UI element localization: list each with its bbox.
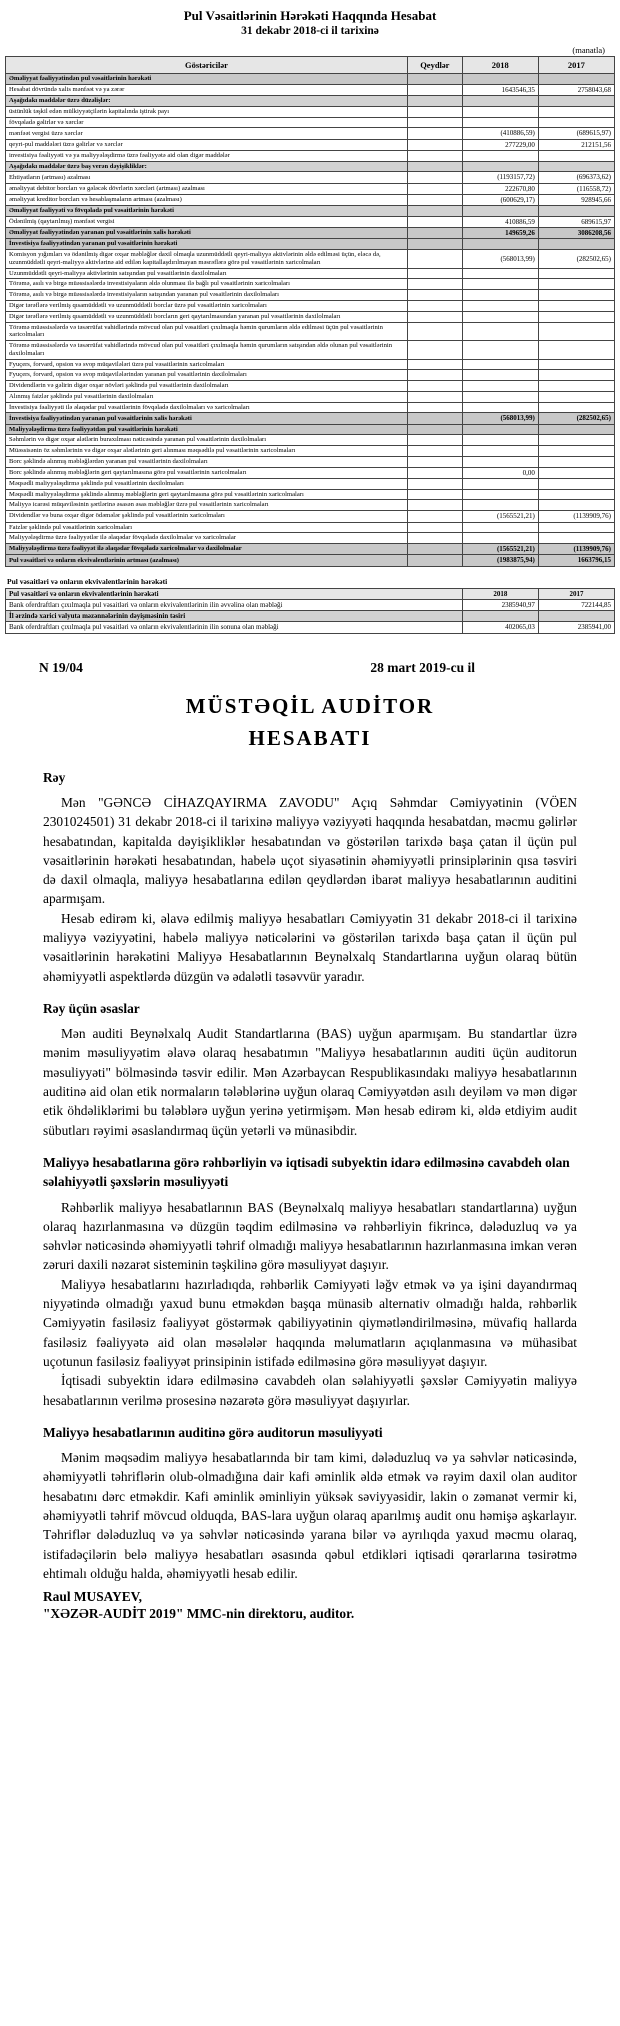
row-value-2018: (568013,99) [462, 250, 538, 269]
row-notes [407, 172, 462, 183]
auditor-report-body [5, 768, 615, 1584]
row-label: əməliyyat debitor borcları və gələcək dövrlərin xərcləri (artması) azalması [6, 183, 408, 194]
row-value-2018: (1565521,21) [462, 544, 538, 555]
row-value-2017 [538, 456, 614, 467]
auditor-report-heading-line1: MÜSTƏQİL AUDİTOR [185, 693, 435, 718]
report-paragraph: Rəhbərlik maliyyə hesabatlarının BAS (Beynəlxalq maliyyə hesabatları standartlarına) uyğun olaraq hazırlanmasına və düzgün təqdim edilməsinə və rəhbərliyin fikrincə, dələduzluq və ya səhvlər nəticəsində əhəmiyyətli təhrif olmadığı maliyyə hesabatlarının hazırlanmasına imkan verən zəruri daxili nəzarət sisteminin təşkilinə görə məsuliyyət daşıyır. [43, 1199, 577, 1273]
row-label: Törəmə müəssisələrdə və təsərrüfat vahidlərində mövcud olan pul vəsaitləri çıxılmaqla həmin qurumların satışından əldə olunan pul vəsaitlərinin daxilolmaları [6, 341, 408, 360]
table-row [6, 74, 615, 85]
row-value-2017 [538, 402, 614, 413]
row-notes [407, 322, 462, 341]
row-value-2018 [462, 370, 538, 381]
table-row [6, 311, 615, 322]
report-section-heading: Maliyyə hesabatlarına görə rəhbərliyin və iqtisadi subyektin idarə edilməsinə cavabdeh olan səlahiyyətli şəxslərin məsuliyyəti [43, 1154, 570, 1190]
table-row [6, 139, 615, 150]
row-label: Törəmə müəssisələrdə və təsərrüfat vahidlərində mövcud olan pul vəsaitləri çıxılmaqla həmin qurumların əldə edilməsi üçün pul vəsaitlərinin xaricolmaları [6, 322, 408, 341]
row-value-2018 [462, 478, 538, 489]
table-row [6, 150, 615, 161]
row-label: Aşağıdakı maddələr üzrə baş verən dəyişikliklər: [6, 161, 408, 172]
row-label: Törəmə, asılı və birgə müəssisələrdə investisiyaların satışından yaranan pul vəsaitlərinin daxilolmaları [6, 290, 408, 301]
table-row [6, 341, 615, 360]
row-label: Əməliyyat fəaliyyəti və fövqəladə pul vəsaitlərinin hərəkəti [6, 206, 408, 217]
row-label: investisiya fəaliyyəti və ya maliyyələşdirmə üzrə fəaliyyətə aid olan digər maddələr [6, 150, 408, 161]
row-notes [407, 106, 462, 117]
row-label: Alınmış faizlər şəklində pul vəsaitlərinin daxilolmaları [6, 391, 408, 402]
row-label: Pul vəsaitləri və onların ekvivalentlərinin artması (azalması) [6, 555, 408, 566]
currency-note: (manatla) [572, 45, 605, 55]
row-notes [407, 456, 462, 467]
report-date: 28 mart 2019-cu il [370, 659, 475, 675]
row-value-2018 [462, 161, 538, 172]
table-row [6, 555, 615, 566]
row-value-2018: 277229,00 [462, 139, 538, 150]
row-value-2018 [462, 300, 538, 311]
row-value-2018: 0,00 [462, 467, 538, 478]
table-row [6, 533, 615, 544]
row-value-2017 [538, 446, 614, 457]
table-row [6, 489, 615, 500]
table-row [6, 172, 615, 183]
row-label: İnvestisiya fəaliyyətindən yaranan pul vəsaitlərinin hərəkəti [6, 239, 408, 250]
row-value-2018 [462, 322, 538, 341]
row-label: İnvestisiya fəaliyyətindən yaranan pul vəsaitlərinin xalis hərəkəti [6, 413, 408, 424]
row-value-2018 [462, 435, 538, 446]
row-label: Komisyon yığımları və ödənilmiş digər oxşar məbləğlər daxil olmaqla uzunmüddətli qeyri-maliyyə aktivlərinin əldə edilməsi üçün, eləcə də, uzunmüddətli qeyri-maliyyə aktivlərinə aid edilən kapitallaşdırılmayan məsrəflərə görə pul vəsaitlərinin xaricolmaları [6, 250, 408, 269]
row-notes [407, 370, 462, 381]
row-value-2018 [462, 96, 538, 107]
row-value-2017: 928945,66 [538, 194, 614, 205]
column-header-notes: Qeydlər [407, 57, 462, 74]
row-label: Törəmə, asılı və birgə müəssisələrdə investisiyaların əldə olunması ilə bağlı pul vəsaitlərinin xaricolmaları [6, 279, 408, 290]
row-value-2017 [538, 467, 614, 478]
column-header-2017: 2017 [538, 57, 614, 74]
row-value-2018: 2385940,97 [462, 599, 538, 610]
table-row [6, 622, 615, 633]
row-label: üstünlük təşkil edən mülkiyyətçilərin kapitalında iştirak payı [6, 106, 408, 117]
table-row [6, 279, 615, 290]
row-value-2017 [538, 322, 614, 341]
row-value-2017: (696373,62) [538, 172, 614, 183]
row-notes [407, 381, 462, 392]
row-notes [407, 391, 462, 402]
table-row [6, 424, 615, 435]
row-value-2017 [538, 489, 614, 500]
table-row [6, 161, 615, 172]
row-value-2017: 722144,85 [538, 599, 614, 610]
table-header-row [6, 57, 615, 74]
row-value-2017 [538, 117, 614, 128]
row-notes [407, 216, 462, 227]
table-row [6, 194, 615, 205]
row-notes [407, 161, 462, 172]
row-value-2017: 2758043,68 [538, 84, 614, 95]
row-label: Dividendlər və buna oxşar digər ödəmələr şəklində pul vəsaitlərinin xaricolmaları [6, 511, 408, 522]
row-notes [407, 139, 462, 150]
row-label: əməliyyat kreditor borcları və hesablaşmaların artması (azalması) [6, 194, 408, 205]
row-label: Əməliyyat fəaliyyətindən pul vəsaitlərinin hərəkəti [6, 74, 408, 85]
row-value-2017 [538, 290, 614, 301]
row-value-2018: 149659,26 [462, 228, 538, 239]
row-value-2017: 3086208,56 [538, 228, 614, 239]
row-value-2017 [538, 500, 614, 511]
row-value-2017: 1663796,15 [538, 555, 614, 566]
row-value-2018 [462, 74, 538, 85]
row-value-2018 [462, 290, 538, 301]
row-label: Borc şəklində alınmış məbləğlərdən yaranan pul vəsaitlərinin daxilolmaları [6, 456, 408, 467]
row-notes [407, 533, 462, 544]
table-row [6, 250, 615, 269]
row-value-2018 [462, 239, 538, 250]
row-value-2018 [462, 341, 538, 360]
row-notes [407, 300, 462, 311]
row-value-2018: 2018 [462, 588, 538, 599]
row-label: Maliyyələşdirmə üzrə fəaliyyətdən pul vəsaitlərinin hərəkəti [6, 424, 408, 435]
row-label: fövqəladə gəlirlər və xərclər [6, 117, 408, 128]
row-value-2018 [462, 500, 538, 511]
row-value-2017: (282502,65) [538, 413, 614, 424]
row-value-2018: (1565521,21) [462, 511, 538, 522]
row-value-2018: (1983875,94) [462, 555, 538, 566]
table-row [6, 467, 615, 478]
document-title [5, 8, 615, 37]
row-notes [407, 290, 462, 301]
row-value-2017 [538, 424, 614, 435]
cash-equivalents-table [5, 588, 615, 634]
row-value-2018: (1193157,72) [462, 172, 538, 183]
row-value-2017 [538, 370, 614, 381]
row-label: Maliyyələşdirmə üzrə fəaliyyət ilə əlaqədar fövqəladə xaricolmalar və daxilolmalar [6, 544, 408, 555]
row-label: Aşağıdakı maddələr üzrə düzəlişlər: [6, 96, 408, 107]
document-title-line2: 31 dekabr 2018-ci il tarixinə [241, 25, 379, 37]
table-row [6, 117, 615, 128]
table-row [6, 588, 615, 599]
table-row [6, 446, 615, 457]
row-value-2018 [462, 206, 538, 217]
row-value-2017 [538, 533, 614, 544]
signature-name: Raul MUSAYEV, [43, 1589, 142, 1605]
row-notes [407, 311, 462, 322]
table-row [6, 206, 615, 217]
table-row [6, 500, 615, 511]
table-row [6, 413, 615, 424]
row-notes [407, 478, 462, 489]
table-row [6, 84, 615, 95]
row-value-2017: (1139909,76) [538, 511, 614, 522]
table-row [6, 106, 615, 117]
report-section-heading: Maliyyə hesabatlarının auditinə görə auditorun məsuliyyəti [43, 1424, 383, 1440]
row-notes [407, 96, 462, 107]
report-paragraph: İqtisadi subyektin idarə edilməsinə cavabdeh olan səlahiyyətli şəxslər Cəmiyyətin maliyyə hesabatlarının verilmə prosesinə nəzarətə görə məsuliyyət daşıyırlar. [43, 1373, 577, 1408]
row-label: Ödənilmiş (qaytarılmış) mənfəət vergisi [6, 216, 408, 227]
row-value-2017 [538, 74, 614, 85]
row-notes [407, 413, 462, 424]
row-label: Fyuçers, forvard, opsion və svop müqavilələri üzrə pul vəsaitlərinin xaricolmaları [6, 359, 408, 370]
equivalents-table-caption: Pul vəsaitləri və onların ekvivalentlərinin hərəkəti [7, 576, 168, 586]
row-notes [407, 522, 462, 533]
row-value-2018 [462, 268, 538, 279]
row-notes [407, 194, 462, 205]
row-value-2018 [462, 402, 538, 413]
row-value-2017 [538, 279, 614, 290]
table-row [6, 478, 615, 489]
row-value-2018: 402065,03 [462, 622, 538, 633]
table-row [6, 290, 615, 301]
auditor-report-heading-line2: HESABATI [248, 726, 372, 751]
row-label: Borc şəklində alınmış məbləğlərin geri qaytarılmasına görə pul vəsaitlərinin xaricolmaları [6, 467, 408, 478]
row-value-2017 [538, 311, 614, 322]
row-notes [407, 500, 462, 511]
row-value-2018 [462, 456, 538, 467]
row-value-2018: (410886,59) [462, 128, 538, 139]
row-notes [407, 446, 462, 457]
row-notes [407, 467, 462, 478]
table-row [6, 611, 615, 622]
row-value-2018: 410886,59 [462, 216, 538, 227]
table-row [6, 391, 615, 402]
row-value-2018 [462, 279, 538, 290]
row-value-2018 [462, 522, 538, 533]
table-row [6, 268, 615, 279]
table-row [6, 239, 615, 250]
row-value-2017 [538, 161, 614, 172]
row-value-2018 [462, 359, 538, 370]
table-row [6, 359, 615, 370]
row-notes [407, 489, 462, 500]
row-value-2017 [538, 106, 614, 117]
row-notes [407, 359, 462, 370]
row-label: Faizlər şəklində pul vəsaitlərinin xaricolmaları [6, 522, 408, 533]
row-value-2017: (689615,97) [538, 128, 614, 139]
row-notes [407, 183, 462, 194]
row-value-2018 [462, 446, 538, 457]
row-notes [407, 117, 462, 128]
row-label: İnvestisiya fəaliyyəti ilə əlaqədar pul vəsaitlərinin fövqəladə daxilolmaları və xaricolmaları [6, 402, 408, 413]
row-value-2018: (600629,17) [462, 194, 538, 205]
row-label: Səhmlərin və digər oxşar alətlərin buraxılması nəticəsində yaranan pul vəsaitlərinin daxilolmaları [6, 435, 408, 446]
row-label: Ehtiyatların (artması) azalması [6, 172, 408, 183]
row-label: Maliyyələşdirmə üzrə fəaliyyətlər ilə əlaqədar fövqəladə daxilolmalar və xaricolmalar [6, 533, 408, 544]
row-label: Digər tərəflərə verilmiş qısamüddətli və uzunmüddətli borcların geri qaytarılmasından yaranan pul vəsaitlərinin daxilolmaları [6, 311, 408, 322]
table-row [6, 522, 615, 533]
table-row [6, 544, 615, 555]
row-value-2018 [462, 311, 538, 322]
row-value-2018 [462, 150, 538, 161]
table-row [6, 228, 615, 239]
table-row [6, 370, 615, 381]
row-notes [407, 279, 462, 290]
row-value-2018 [462, 489, 538, 500]
row-value-2018 [462, 391, 538, 402]
row-label: Bank oferdraftları çıxılmaqla pul vəsaitləri və onların ekvivalentlərinin ilin sonuna olan məbləği [6, 622, 463, 633]
table-row [6, 402, 615, 413]
row-label: Məqsədli maliyyələşdirmə şəklində pul vəsaitlərinin daxilolmaları [6, 478, 408, 489]
row-notes [407, 228, 462, 239]
row-value-2017 [538, 478, 614, 489]
row-label: Uzunmüddətli qeyri-maliyyə aktivlərinin satışından pul vəsaitlərinin daxilolmaları [6, 268, 408, 279]
row-value-2017 [538, 300, 614, 311]
row-value-2017: (282502,65) [538, 250, 614, 269]
table-row [6, 456, 615, 467]
report-number: N 19/04 [39, 659, 83, 675]
report-paragraph: Mən auditi Beynəlxalq Audit Standartlarına (BAS) uyğun aparmışam. Bu standartlar üzrə mənim məsuliyyətim əlavə olaraq hesabatımın "Maliyyə hesabatlarının auditi üçün auditorun məsuliyyəti" bölməsində təsvir edilir. Mən Azərbaycan Respublikasındakı maliyyə hesabatlarının auditinə aid olan etik normaların tələblərinə uyğun olaraq Cəmiyyətdən asılı deyiləm və mən digər etik öhdəliklərimi bu tələblərə uyğun yerinə yetirmişəm. Mən hesab edirəm ki, əldə etdiyim audit sübutları rəyimi əsaslandırmaq üçün yetərli və münasibdir. [43, 1026, 577, 1138]
row-value-2017: (116558,72) [538, 183, 614, 194]
row-value-2017 [538, 435, 614, 446]
column-header-indicators: Göstəricilər [6, 57, 408, 74]
table-row [6, 511, 615, 522]
row-value-2017 [538, 239, 614, 250]
cash-flow-table [5, 56, 615, 567]
signature-title: "XƏZƏR-AUDİT 2019" MMC-nin direktoru, auditor. [43, 1606, 355, 1622]
row-value-2017: 2385941,00 [538, 622, 614, 633]
row-notes [407, 424, 462, 435]
report-paragraph: Maliyyə hesabatlarını hazırladıqda, rəhbərlik Cəmiyyəti ləğv etmək və ya işini dayandırmaq niyyətində olmadığı yaxud bunu etməkdən başqa münasib alternativ olmadığı halda, rəhbərlik Cəmiyyətin fasiləsiz fəaliyyət göstərmək qabiliyyətinin qiymətləndirilməsinə, müvafiq hallarda fasiləsiz fəaliyyətə aid olan məsələlər haqqında məlumatların açıqlanmasına və mühasibat uçotunun fasiləsiz fəaliyyət prinsipinin istifadə edilməsinə görə məsuliyyət daşıyır. [43, 1276, 577, 1369]
table-row [6, 599, 615, 610]
row-value-2017: 2017 [538, 588, 614, 599]
row-value-2017 [538, 391, 614, 402]
row-value-2017: (1139909,76) [538, 544, 614, 555]
row-notes [407, 268, 462, 279]
row-label: mənfəət vergisi üzrə xərclər [6, 128, 408, 139]
row-value-2017 [538, 611, 614, 622]
row-value-2017 [538, 359, 614, 370]
table-row [6, 322, 615, 341]
column-header-2018: 2018 [462, 57, 538, 74]
row-label: Müəssisənin öz səhmlərinin və digər oxşar alətlərinin geri alınması məqsədilə pul vəsaitlərinin xaricolmaları [6, 446, 408, 457]
row-label: Məqsədli maliyyələşdirmə şəklində alınmış məbləğlərin geri qaytarılmasına görə pul vəsaitlərinin xaricolmaları [6, 489, 408, 500]
row-value-2017: 212151,56 [538, 139, 614, 150]
row-notes [407, 74, 462, 85]
row-label: Fyuçers, forvard, opsion və svop müqavilələrindən yaranan pul vəsaitlərinin daxilolmaları [6, 370, 408, 381]
table-row [6, 435, 615, 446]
document-title-line1: Pul Vəsaitlərinin Hərəkəti Haqqında Hesabat [183, 8, 437, 23]
report-paragraph: Mənim məqsədim maliyyə hesabatlarında bir tam kimi, dələduzluq və ya səhvlər nəticəsində, əhəmiyyətli təhriflərin olub-olmadığına dair kafi əminlik əldə etmək və rəyim daxil olan auditor hesabatını dərc etməkdir. Kafi əminlik əminliyin yüksək səviyyəsidir, lakin o zəmanət vermir ki, əhəmiyyətli təhrif mövcud olduqda, BAS-lara uyğun olaraq aparılmış audit onu həmişə aşkarlayır. Təhriflər dələduzluq və ya səhvlər nəticəsində yarana bilər və ayrılıqda yaxud məcmu olaraq, istifadəçilərin belə maliyyə hesabatları əsasında qəbul etdikləri iqtisadi qərarlarına təsirətmə ehtimalı olduğu halda, əhəmiyyətli hesab edilir. [43, 1450, 577, 1581]
report-section-heading: Rəy [43, 769, 66, 785]
row-label: İl ərzində xarici valyuta məzənnələrinin dəyişməsinin təsiri [6, 611, 463, 622]
row-label: Digər tərəflərə verilmiş qısamüddətli və uzunmüddətli borclar üzrə pul vəsaitlərinin xaricolmaları [6, 300, 408, 311]
row-value-2017: 689615,97 [538, 216, 614, 227]
table-row [6, 128, 615, 139]
table-row [6, 300, 615, 311]
report-section-heading: Rəy üçün əsaslar [43, 1000, 140, 1016]
row-value-2018 [462, 611, 538, 622]
table-row [6, 216, 615, 227]
row-value-2018 [462, 424, 538, 435]
row-value-2017 [538, 268, 614, 279]
table-row [6, 183, 615, 194]
row-value-2018: (568013,99) [462, 413, 538, 424]
row-value-2018 [462, 381, 538, 392]
row-label: Bank oferdraftları çıxılmaqla pul vəsaitləri və onların ekvivalentlərinin ilin əvvəlinə olan məbləği [6, 599, 463, 610]
row-value-2017 [538, 150, 614, 161]
table-row [6, 381, 615, 392]
row-notes [407, 544, 462, 555]
row-label: qeyri-pul maddələri üzrə gəlirlər və xərclər [6, 139, 408, 150]
row-label: Maliyyə icarəsi müqaviləsinin şərtlərinə əsasən əsas məbləğlər üzrə pul vəsaitlərinin xaricolmaları [6, 500, 408, 511]
row-notes [407, 84, 462, 95]
row-notes [407, 341, 462, 360]
row-value-2018 [462, 117, 538, 128]
row-label: Hesabat dövründə xalis mənfəət və ya zərər [6, 84, 408, 95]
table-row [6, 96, 615, 107]
row-notes [407, 206, 462, 217]
row-notes [407, 402, 462, 413]
row-value-2017 [538, 522, 614, 533]
row-label: Pul vəsaitləri və onların ekvivalentlərinin hərəkəti [6, 588, 463, 599]
report-meta [5, 660, 615, 676]
row-value-2017 [538, 381, 614, 392]
row-value-2017 [538, 206, 614, 217]
auditor-report-heading [5, 690, 615, 755]
row-notes [407, 239, 462, 250]
row-value-2018: 1643546,35 [462, 84, 538, 95]
signature-block [5, 1589, 615, 1622]
report-paragraph: Hesab edirəm ki, əlavə edilmiş maliyyə hesabatları Cəmiyyətin 31 dekabr 2018-ci il tarixinə maliyyə vəziyyətini, habelə maliyyə nəticələrini və göstərilən tarixdə başa çatan il üçün pul vəsaitlərinin hərəkətini Maliyyə Hesabatlarının Beynəlxalq Standartlarına uyğun olaraq bütün əhəmiyyətli aspektlərdə düzgün və ədalətli təsəvvür yaradır. [43, 910, 577, 984]
row-notes [407, 435, 462, 446]
row-notes [407, 250, 462, 269]
row-notes [407, 511, 462, 522]
row-value-2017 [538, 341, 614, 360]
row-label: Dividendlərin və gəlirin digər oxşar növləri şəklində pul vəsaitlərinin daxilolmaları [6, 381, 408, 392]
row-value-2018: 222670,80 [462, 183, 538, 194]
row-notes [407, 128, 462, 139]
row-notes [407, 150, 462, 161]
row-notes [407, 555, 462, 566]
row-value-2017 [538, 96, 614, 107]
row-value-2018 [462, 533, 538, 544]
row-label: Əməliyyat fəaliyyətindən yaranan pul vəsaitlərinin xalis hərəkəti [6, 228, 408, 239]
row-value-2018 [462, 106, 538, 117]
report-paragraph: Mən "GƏNCƏ CİHAZQAYIRMA ZAVODU" Açıq Səhmdar Cəmiyyətinin (VÖEN 2301024501) 31 dekabr 2018-ci il tarixinə maliyyə vəziyyəti haqqında hesabatdan, məcmu gəlirlər hesabatından, kapitalda dəyişikliklər hesabatından və göstərilən tarixdə başa çatan il üçün pul vəsaitlərinin hərəkəti hesabatından, habelə uçot siyasətinin əhəmiyyətli prinsiplərinin qısa təsviri də daxil olmaqla, maliyyə hesabatlarına edilən qeydlərdən ibarət maliyyə hesabatlarının auditini aparmışam. [43, 794, 577, 907]
